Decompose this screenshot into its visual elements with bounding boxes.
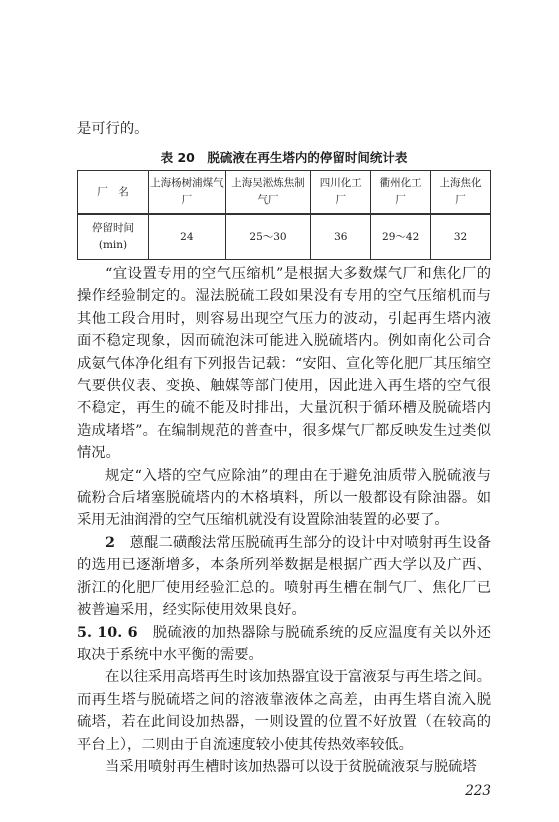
header-cell: 衢州化工 厂 xyxy=(371,171,431,215)
header-cell: 上海吴淞炼焦制气厂 xyxy=(225,171,311,215)
clause-text: 脱硫液的加热器除与脱硫系统的反应温度有关以外还取决于系统中水平衡的需要。 xyxy=(77,624,491,663)
header-cell: 四川化工 厂 xyxy=(311,171,371,215)
value-cell: 36 xyxy=(311,214,371,260)
continuation-line: 是可行的。 xyxy=(77,121,149,137)
row-label-cell: 停留时间(min) xyxy=(78,214,149,260)
page-number: 223 xyxy=(465,783,491,799)
body-text xyxy=(77,263,491,778)
header-cell: 厂 名 xyxy=(78,171,149,215)
retention-time-table xyxy=(77,170,491,260)
table-caption: 表 20 脱硫液在再生塔内的停留时间统计表 xyxy=(160,150,408,165)
paragraph-jet-regeneration: 当采用喷射再生槽时该加热器可以设于贫脱硫液泵与脱硫塔 xyxy=(105,758,477,775)
table-row xyxy=(78,214,491,260)
value-cell: 29～42 xyxy=(371,214,431,260)
value-cell: 25～30 xyxy=(225,214,311,260)
paragraph-item-2 xyxy=(77,532,491,622)
continuation-text xyxy=(77,118,491,140)
header-cell: 上海杨树浦煤气厂 xyxy=(149,171,226,215)
item-text: 蒽醌二磺酸法常压脱硫再生部分的设计中对喷射再生设备的选用已逐渐增多，本条所列举数据是根据广西大学以及广西、浙江的化肥厂使用经验汇总的。喷射再生槽在制气厂、焦化厂已被普遍采用，经实际使用效果良好。 xyxy=(77,534,492,619)
item-number: 2 xyxy=(105,534,115,551)
paragraph-oil-removal: 规定“入塔的空气应除油”的理由在于避免油质带入脱硫液与硫粉合后堵塞脱硫塔内的木格填料，所以一般都设有除油器。如采用无油润滑的空气压缩机就没有设置除油装置的必要了。 xyxy=(77,467,491,529)
clause-number: 5. 10. 6 xyxy=(77,624,138,641)
value-cell: 32 xyxy=(431,214,491,260)
paragraph-heater-location: 在以往采用高塔再生时该加热器宜设于富液泵与再生塔之间。而再生塔与脱硫塔之间的溶液靠液体之高差，由再生塔自流入脱硫塔，若在此间设加热器，一则设置的位置不好放置（在较高的平台上），二则由于自流速度较小使其传热效率较低。 xyxy=(77,669,492,753)
header-cell: 上海焦化 厂 xyxy=(431,171,491,215)
value-cell: 24 xyxy=(149,214,226,260)
table-header-row xyxy=(78,171,491,215)
paragraph-compressor: “宜设置专用的空气压缩机”是根据大多数煤气厂和焦化厂的操作经验制定的。湿法脱硫工段如果没有专用的空气压缩机而与其他工段合用时，则容易出现空气压力的波动，引起再生塔内液面不稳定现象，因而硫泡沫可能进入脱硫塔内。例如南化公司合成氨气体净化组有下列报告记载：“安阳、宣化等化肥厂其压缩空气要供仪表、变换、触媒等部门使用，因此进入再生塔的空气很不稳定，再生的硫不能及时排出，大量沉积于循环槽及脱硫塔内造成堵塔”。在编制规范的普查中，很多煤气厂都反映发生过类似情况。 xyxy=(77,266,491,462)
paragraph-clause-5-10-6 xyxy=(77,622,491,667)
